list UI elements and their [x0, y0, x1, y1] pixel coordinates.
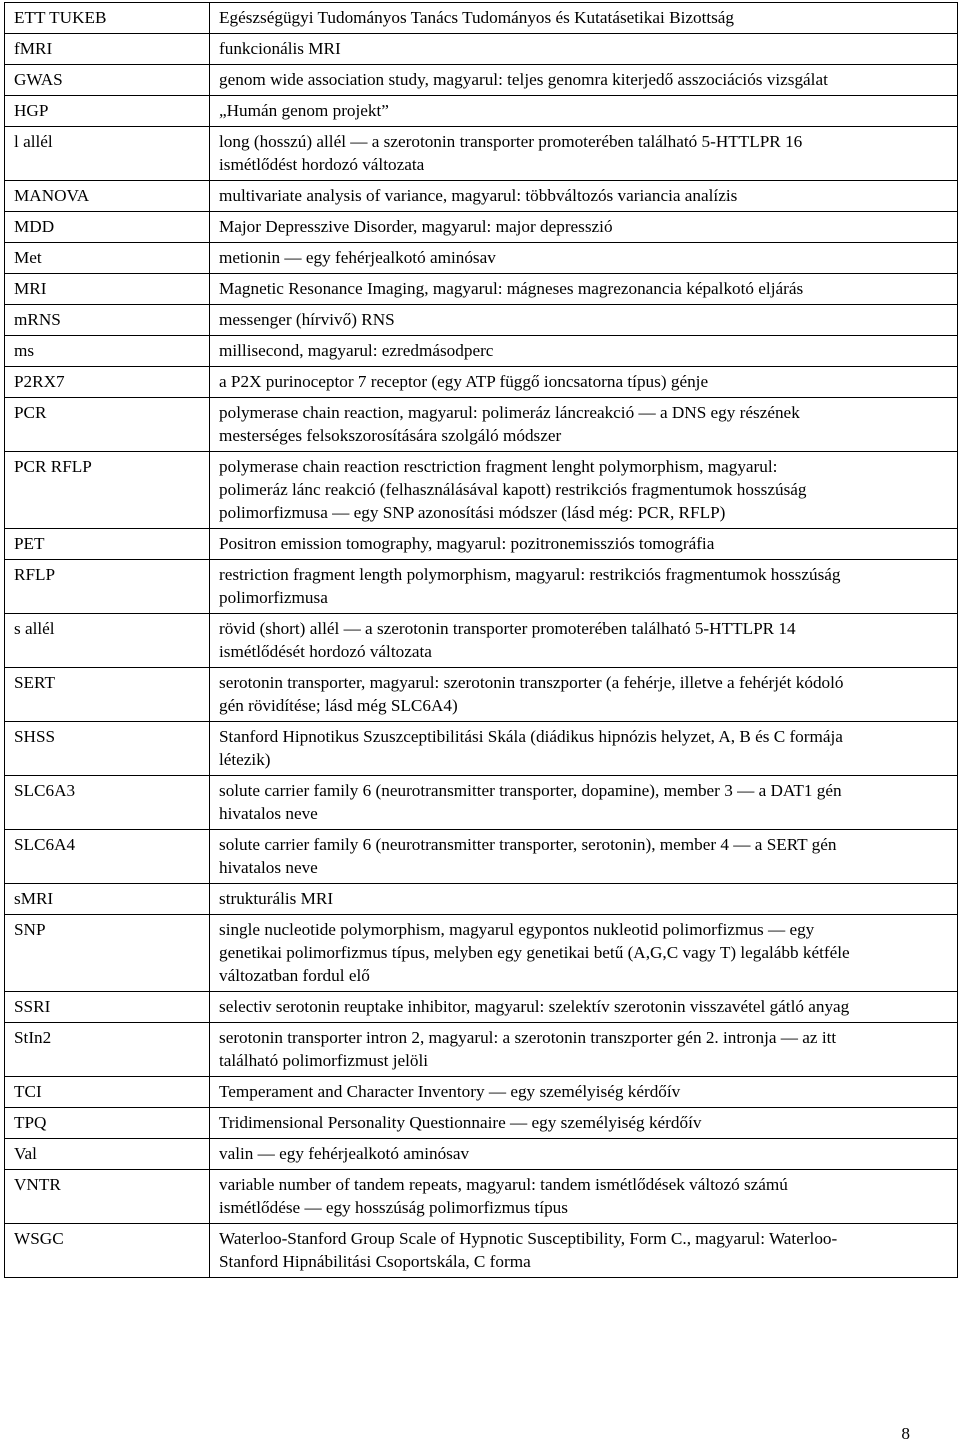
- abbreviation-cell: SLC6A3: [5, 776, 210, 830]
- table-row: [5, 127, 958, 181]
- definition-cell: Major Depresszive Disorder, magyarul: major depresszió: [210, 212, 958, 243]
- table-row: [5, 668, 958, 722]
- definition-cell: polymerase chain reaction resctriction fragment lenght polymorphism, magyarul: polimeráz lánc reakció (felhasználásával kapott) restrikciós fragmentumok hosszúság polimorfizmusa ― egy SNP azonosítási módszer (lásd még: PCR, RFLP): [210, 452, 958, 529]
- table-row: [5, 398, 958, 452]
- definition-cell: messenger (hírvivő) RNS: [210, 305, 958, 336]
- table-row: [5, 884, 958, 915]
- table-row: [5, 1170, 958, 1224]
- abbreviation-cell: RFLP: [5, 560, 210, 614]
- abbreviation-table: [4, 2, 958, 1278]
- definition-cell: a P2X purinoceptor 7 receptor (egy ATP függő ioncsatorna típus) génje: [210, 367, 958, 398]
- abbreviation-cell: SSRI: [5, 992, 210, 1023]
- table-row: [5, 560, 958, 614]
- definition-cell: rövid (short) allél ― a szerotonin transporter promoterében található 5-HTTLPR 14 ismétlődését hordozó változata: [210, 614, 958, 668]
- abbreviation-cell: ms: [5, 336, 210, 367]
- definition-cell: solute carrier family 6 (neurotransmitter transporter, serotonin), member 4 ― a SERT gén hivatalos neve: [210, 830, 958, 884]
- table-row: [5, 1224, 958, 1278]
- definition-cell: Egészségügyi Tudományos Tanács Tudományos és Kutatásetikai Bizottság: [210, 3, 958, 34]
- abbreviation-cell: PET: [5, 529, 210, 560]
- table-row: [5, 274, 958, 305]
- abbreviation-cell: l allél: [5, 127, 210, 181]
- abbreviation-cell: SERT: [5, 668, 210, 722]
- definition-cell: Temperament and Character Inventory ― egy személyiség kérdőív: [210, 1077, 958, 1108]
- definition-cell: Positron emission tomography, magyarul: pozitronemissziós tomográfia: [210, 529, 958, 560]
- abbreviation-cell: SLC6A4: [5, 830, 210, 884]
- table-row: [5, 243, 958, 274]
- abbreviation-cell: fMRI: [5, 34, 210, 65]
- definition-cell: millisecond, magyarul: ezredmásodperc: [210, 336, 958, 367]
- table-row: [5, 915, 958, 992]
- table-row: [5, 614, 958, 668]
- definition-cell: strukturális MRI: [210, 884, 958, 915]
- abbreviation-cell: Met: [5, 243, 210, 274]
- abbreviation-cell: SNP: [5, 915, 210, 992]
- abbreviation-cell: s allél: [5, 614, 210, 668]
- abbreviation-cell: mRNS: [5, 305, 210, 336]
- definition-cell: solute carrier family 6 (neurotransmitter transporter, dopamine), member 3 ― a DAT1 gén hivatalos neve: [210, 776, 958, 830]
- definition-cell: serotonin transporter intron 2, magyarul: a szerotonin transzporter gén 2. intronja ― az itt található polimorfizmust jelöli: [210, 1023, 958, 1077]
- definition-cell: multivariate analysis of variance, magyarul: többváltozós variancia analízis: [210, 181, 958, 212]
- definition-cell: restriction fragment length polymorphism, magyarul: restrikciós fragmentumok hosszúság polimorfizmusa: [210, 560, 958, 614]
- abbreviation-cell: MRI: [5, 274, 210, 305]
- abbreviation-cell: ETT TUKEB: [5, 3, 210, 34]
- abbreviation-cell: VNTR: [5, 1170, 210, 1224]
- definition-cell: single nucleotide polymorphism, magyarul egypontos nukleotid polimorfizmus ― egy genetikai polimorfizmus típus, melyben egy genetikai betű (A,G,C vagy T) legalább kétféle változatban fordul elő: [210, 915, 958, 992]
- page-number: 8: [901, 1424, 910, 1443]
- table-row: [5, 65, 958, 96]
- definition-cell: valin ― egy fehérjealkotó aminósav: [210, 1139, 958, 1170]
- table-row: [5, 830, 958, 884]
- definition-cell: selectiv serotonin reuptake inhibitor, magyarul: szelektív szerotonin visszavétel gátló anyag: [210, 992, 958, 1023]
- abbreviation-cell: PCR RFLP: [5, 452, 210, 529]
- definition-cell: Magnetic Resonance Imaging, magyarul: mágneses magrezonancia képalkotó eljárás: [210, 274, 958, 305]
- abbreviation-cell: SHSS: [5, 722, 210, 776]
- table-row: [5, 367, 958, 398]
- abbreviation-cell: TCI: [5, 1077, 210, 1108]
- table-row: [5, 776, 958, 830]
- definition-cell: genom wide association study, magyarul: teljes genomra kiterjedő asszociációs vizsgálat: [210, 65, 958, 96]
- abbreviation-cell: sMRI: [5, 884, 210, 915]
- table-row: [5, 96, 958, 127]
- table-row: [5, 1139, 958, 1170]
- table-row: [5, 1023, 958, 1077]
- definition-cell: Stanford Hipnotikus Szuszceptibilitási Skála (diádikus hipnózis helyzet, A, B és C formája létezik): [210, 722, 958, 776]
- table-row: [5, 305, 958, 336]
- abbreviation-cell: WSGC: [5, 1224, 210, 1278]
- abbreviation-cell: MDD: [5, 212, 210, 243]
- table-row: [5, 529, 958, 560]
- abbreviation-cell: Val: [5, 1139, 210, 1170]
- definition-cell: serotonin transporter, magyarul: szerotonin transzporter (a fehérje, illetve a fehérjét kódoló gén rövidítése; lásd még SLC6A4): [210, 668, 958, 722]
- definition-cell: long (hosszú) allél ― a szerotonin transporter promoterében található 5-HTTLPR 16 ismétlődést hordozó változata: [210, 127, 958, 181]
- abbreviation-cell: P2RX7: [5, 367, 210, 398]
- abbreviation-cell: HGP: [5, 96, 210, 127]
- table-row: [5, 992, 958, 1023]
- definition-cell: Waterloo-Stanford Group Scale of Hypnotic Susceptibility, Form C., magyarul: Waterloo- Stanford Hipnábilitási Csoportskála, C forma: [210, 1224, 958, 1278]
- definition-cell: funkcionális MRI: [210, 34, 958, 65]
- abbreviation-cell: TPQ: [5, 1108, 210, 1139]
- definition-cell: variable number of tandem repeats, magyarul: tandem ismétlődések változó számú ismétlődése ― egy hosszúság polimorfizmus típus: [210, 1170, 958, 1224]
- table-row: [5, 722, 958, 776]
- table-row: [5, 3, 958, 34]
- table-row: [5, 1108, 958, 1139]
- table-row: [5, 1077, 958, 1108]
- definition-cell: „Humán genom projekt”: [210, 96, 958, 127]
- abbreviation-cell: PCR: [5, 398, 210, 452]
- table-row: [5, 336, 958, 367]
- definition-cell: polymerase chain reaction, magyarul: polimeráz láncreakció ― a DNS egy részének mesterséges felsokszorosítására szolgáló módszer: [210, 398, 958, 452]
- table-row: [5, 181, 958, 212]
- abbreviation-table-body: [5, 3, 958, 1278]
- abbreviation-cell: StIn2: [5, 1023, 210, 1077]
- table-row: [5, 34, 958, 65]
- table-row: [5, 452, 958, 529]
- abbreviation-cell: MANOVA: [5, 181, 210, 212]
- abbreviation-cell: GWAS: [5, 65, 210, 96]
- table-row: [5, 212, 958, 243]
- definition-cell: Tridimensional Personality Questionnaire ― egy személyiség kérdőív: [210, 1108, 958, 1139]
- definition-cell: metionin ― egy fehérjealkotó aminósav: [210, 243, 958, 274]
